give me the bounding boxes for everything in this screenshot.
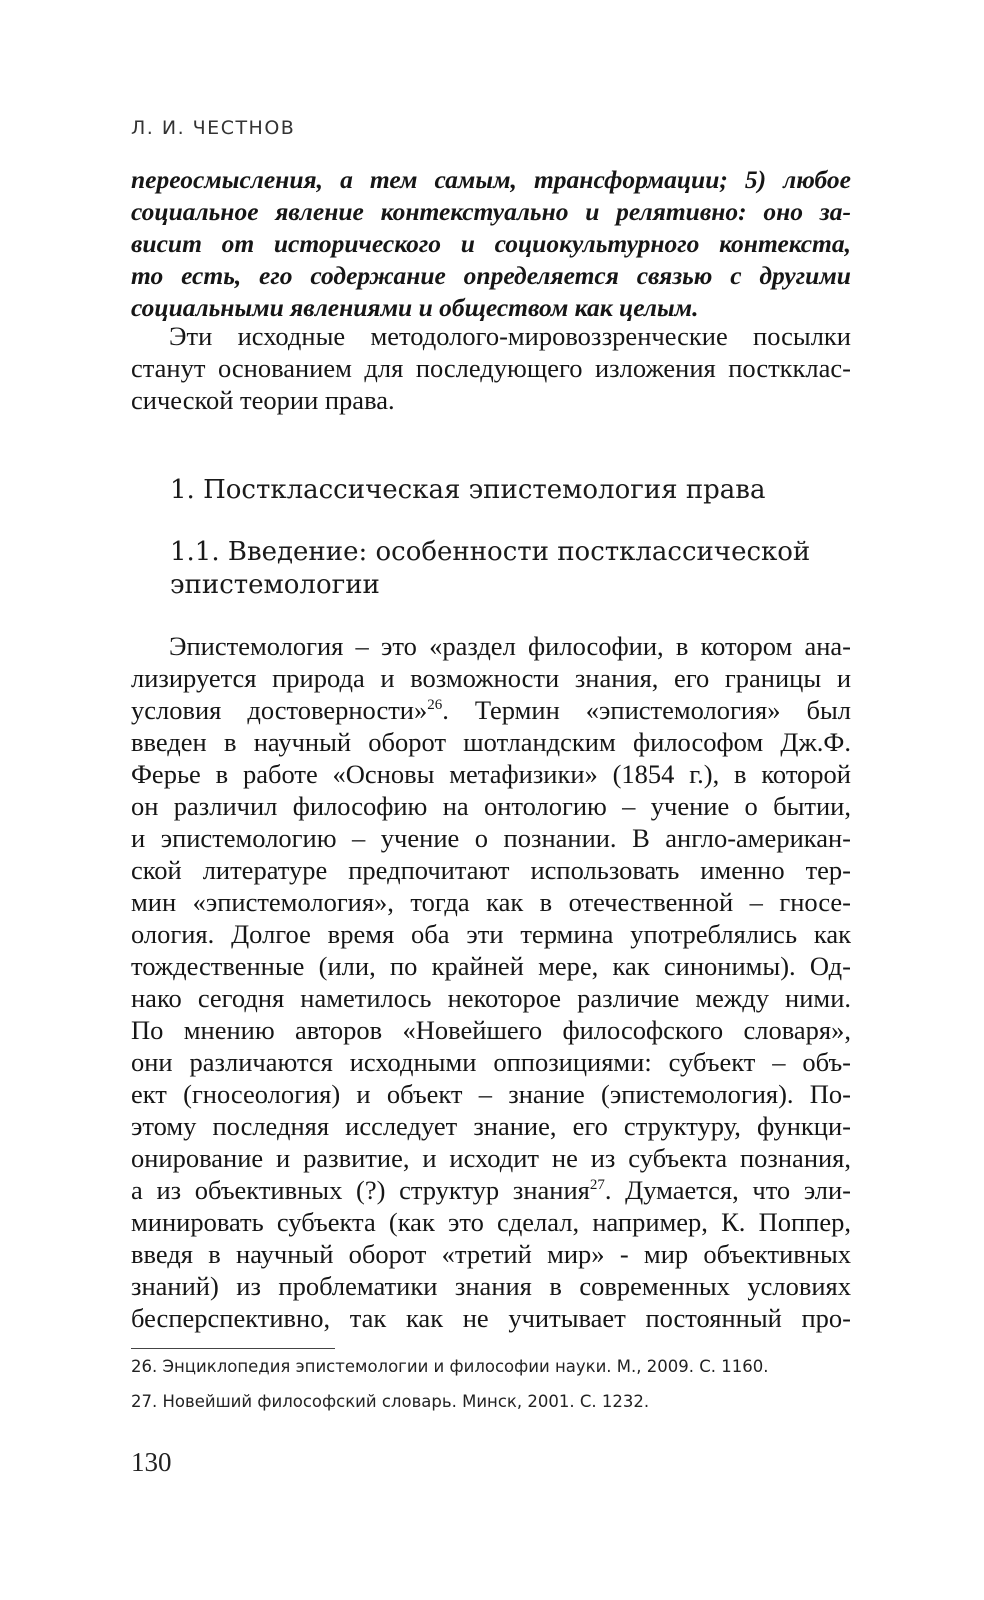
text-line — [131, 694, 851, 726]
footnote-26: 26. Энциклопедия эпистемологии и философии науки. М., 2009. С. 1160. — [131, 1357, 769, 1376]
running-head: Л. И. ЧЕСТНОВ — [131, 117, 296, 139]
text-line: сической теории права. — [131, 385, 395, 415]
line-text: а из объективных (?) структур знания — [131, 1175, 590, 1205]
text-line: висит от исторического и социокультурного контекста, — [131, 229, 851, 258]
subsection-heading — [170, 536, 810, 602]
text-line: Эпистемология – это «раздел философии, в котором ана- — [169, 631, 851, 661]
text-line: нако сегодня наметилось некоторое различие между ними. — [131, 983, 851, 1013]
text-line: мин «эпистемология», тогда как в отечественной – гносе- — [131, 887, 851, 917]
text-line: он различил философию на онтологию – учение о бытии, — [131, 791, 851, 821]
text-line: ской литературе предпочитают использовать именно тер- — [131, 855, 851, 885]
text-line: ект (гносеология) и объект – знание (эпистемология). По- — [131, 1079, 851, 1109]
text-line: знаний) из проблематики знания в современных условиях — [131, 1271, 851, 1301]
text-line: введя в научный оборот «третий мир» - мир объективных — [131, 1239, 851, 1269]
footnote-27: 27. Новейший философский словарь. Минск, 2001. С. 1232. — [131, 1392, 650, 1411]
footnote-ref[interactable]: 26 — [427, 697, 443, 714]
footnote-divider — [131, 1348, 335, 1349]
intro-paragraph — [131, 164, 851, 324]
text-line: станут основанием для последующего изложения посткклас- — [131, 353, 851, 383]
text-line: лизируется природа и возможности знания, его границы и — [131, 663, 851, 693]
text-line: социальными явлениями и обществом как целым. — [131, 293, 699, 322]
line-text: . Термин «эпистемология» был — [442, 695, 851, 725]
text-line: то есть, его содержание определяется связью с другими — [131, 261, 851, 290]
line-text: условия достоверности» — [131, 695, 428, 725]
text-line: Ферье в работе «Основы метафизики» (1854 г.), в которой — [131, 759, 851, 789]
text-line: онирование и развитие, и исходит не из субъекта познания, — [131, 1143, 851, 1173]
text-line: переосмысления, а тем самым, трансформации; 5) любое — [131, 165, 851, 194]
section-heading: 1. Постклассическая эпистемология права — [170, 475, 766, 505]
text-line: тождественные (или, по крайней мере, как синонимы). Од- — [131, 951, 851, 981]
text-line: бесперспективно, так как не учитывает постоянный про- — [131, 1303, 851, 1333]
text-line: По мнению авторов «Новейшего философского словаря», — [131, 1015, 851, 1045]
text-line: социальное явление контекстуально и релятивно: оно за- — [131, 197, 851, 226]
line-text: . Думается, что эли- — [604, 1175, 851, 1205]
text-line: ология. Долгое время оба эти термина употреблялись как — [131, 919, 851, 949]
heading-line: эпистемологии — [170, 570, 380, 600]
text-line: введен в научный оборот шотландским философом Дж.Ф. — [131, 727, 851, 757]
text-line: минировать субъекта (как это сделал, например, К. Поппер, — [131, 1207, 851, 1237]
body-paragraph — [131, 630, 851, 1334]
heading-line: 1.1. Введение: особенности постклассической — [170, 537, 811, 567]
text-line — [131, 1174, 851, 1206]
text-line: Эти исходные методолого-мировоззренческие посылки — [169, 321, 851, 351]
paragraph — [131, 320, 851, 416]
page-number: 130 — [131, 1447, 172, 1477]
text-line: этому последняя исследует знание, его структуру, функци- — [131, 1111, 851, 1141]
text-line: они различаются исходными оппозициями: субъект – объ- — [131, 1047, 851, 1077]
text-line: и эпистемологию – учение о познании. В англо-американ- — [131, 823, 851, 853]
footnote-ref[interactable]: 27 — [589, 1177, 605, 1194]
